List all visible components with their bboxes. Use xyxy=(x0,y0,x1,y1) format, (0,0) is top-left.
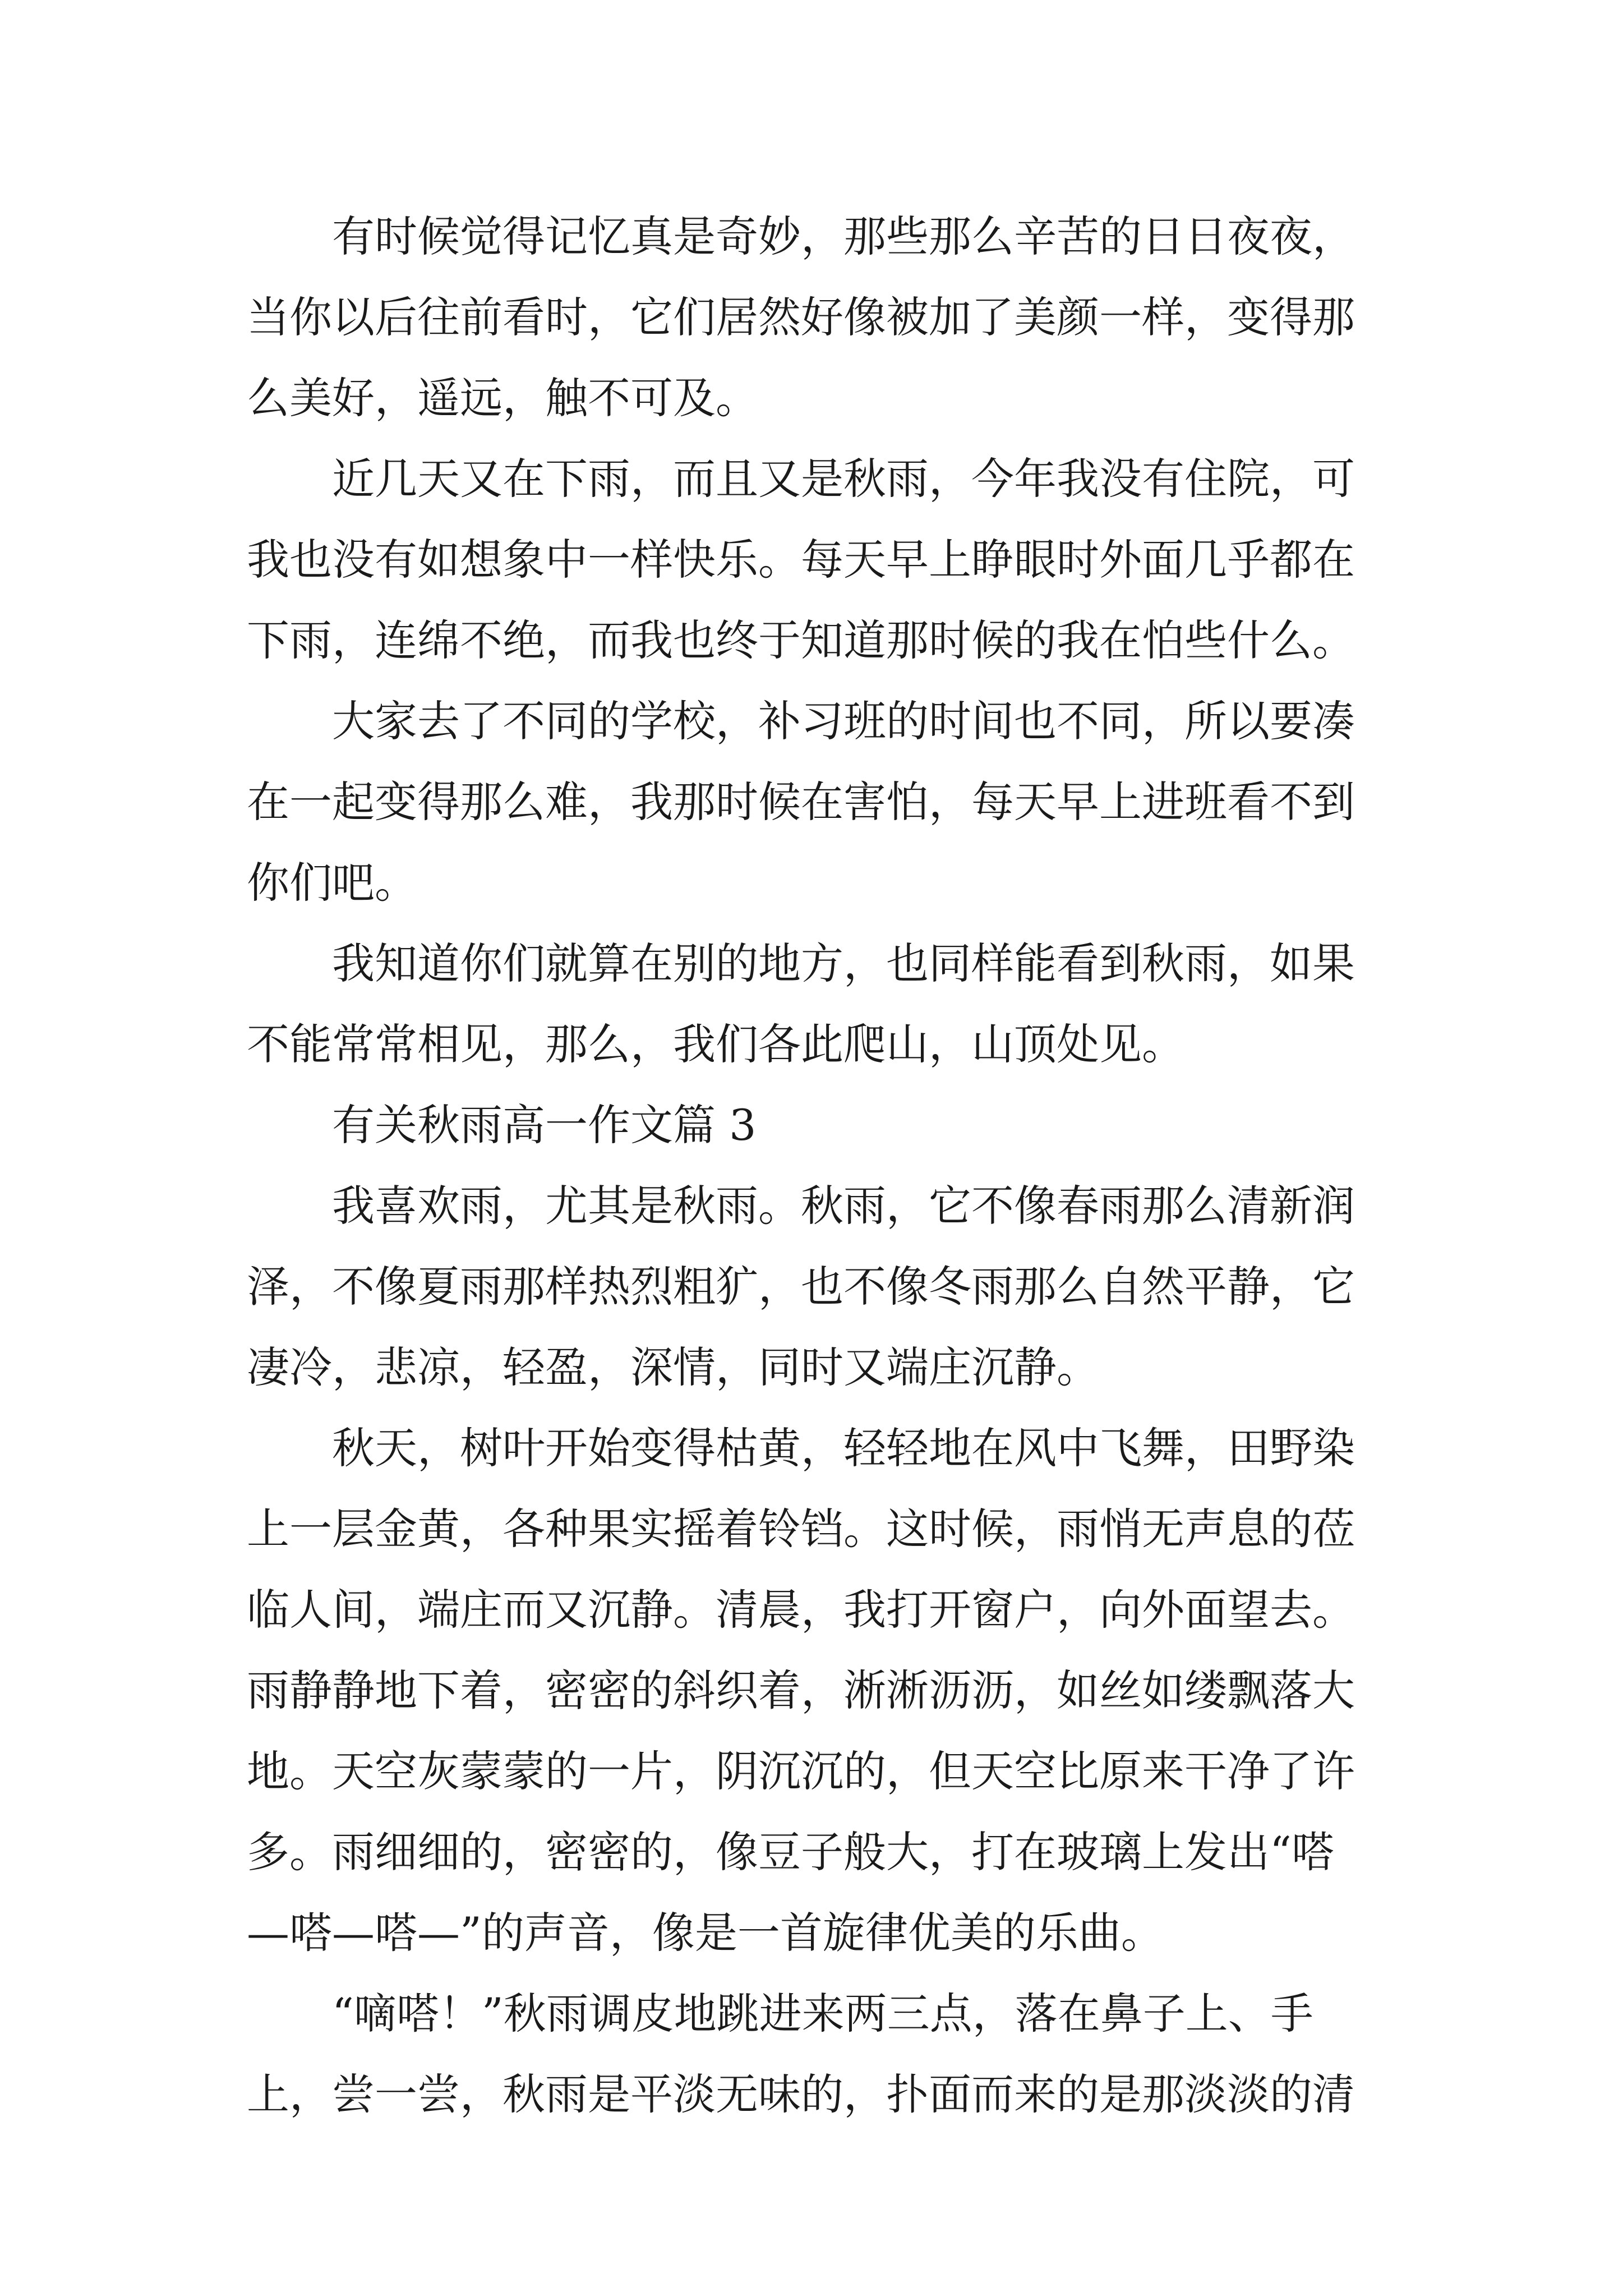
text-line: 当你以后往前看时，它们居然好像被加了美颜一样，变得那 xyxy=(247,292,1355,342)
text-line: 秋天，树叶开始变得枯黄，轻轻地在风中飞舞，田野染 xyxy=(332,1423,1355,1473)
text-line: 我知道你们就算在别的地方，也同样能看到秋雨，如果 xyxy=(332,938,1355,988)
text-line: 我喜欢雨，尤其是秋雨。秋雨，它不像春雨那么清新润 xyxy=(332,1181,1355,1231)
text-line: —嗒—嗒—”的声音，像是一首旋律优美的乐曲。 xyxy=(247,1908,1164,1958)
text-line: 你们吧。 xyxy=(247,858,417,908)
text-line: 在一起变得那么难，我那时候在害怕，每天早上进班看不到 xyxy=(247,777,1355,827)
essay-body xyxy=(247,196,1391,2135)
text-line: 不能常常相见，那么，我们各此爬山，山顶处见。 xyxy=(247,1019,1184,1069)
text-line: 上一层金黄，各种果实摇着铃铛。这时候，雨悄无声息的莅 xyxy=(247,1504,1355,1554)
text-line: 雨静静地下着，密密的斜织着，淅淅沥沥，如丝如缕飘落大 xyxy=(247,1665,1355,1715)
section-heading: 有关秋雨高一作文篇 3 xyxy=(332,1100,757,1150)
text-line: 泽，不像夏雨那样热烈粗犷，也不像冬雨那么自然平静，它 xyxy=(247,1262,1355,1312)
text-line: 下雨，连绵不绝，而我也终于知道那时候的我在怕些什么。 xyxy=(247,615,1355,665)
text-line: 有时候觉得记忆真是奇妙，那些那么辛苦的日日夜夜， xyxy=(332,211,1355,261)
text-line: 么美好，遥远，触不可及。 xyxy=(247,373,758,423)
text-line: 我也没有如想象中一样快乐。每天早上睁眼时外面几乎都在 xyxy=(247,535,1355,585)
text-line: 大家去了不同的学校，补习班的时间也不同，所以要凑 xyxy=(332,696,1355,746)
text-line: 临人间，端庄而又沉静。清晨，我打开窗户，向外面望去。 xyxy=(247,1585,1355,1635)
text-line: 地。天空灰蒙蒙的一片，阴沉沉的，但天空比原来干净了许 xyxy=(247,1746,1355,1796)
text-line: 上，尝一尝，秋雨是平淡无味的，扑面而来的是那淡淡的清 xyxy=(247,2069,1355,2119)
text-line: 近几天又在下雨，而且又是秋雨，今年我没有住院，可 xyxy=(332,454,1355,504)
text-line: “嘀嗒！”秋雨调皮地跳进来两三点，落在鼻子上、手 xyxy=(332,1989,1313,2039)
text-line: 凄冷，悲凉，轻盈，深情，同时又端庄沉静。 xyxy=(247,1342,1099,1392)
text-line: 多。雨细细的，密密的，像豆子般大，打在玻璃上发出“嗒 xyxy=(247,1827,1334,1877)
